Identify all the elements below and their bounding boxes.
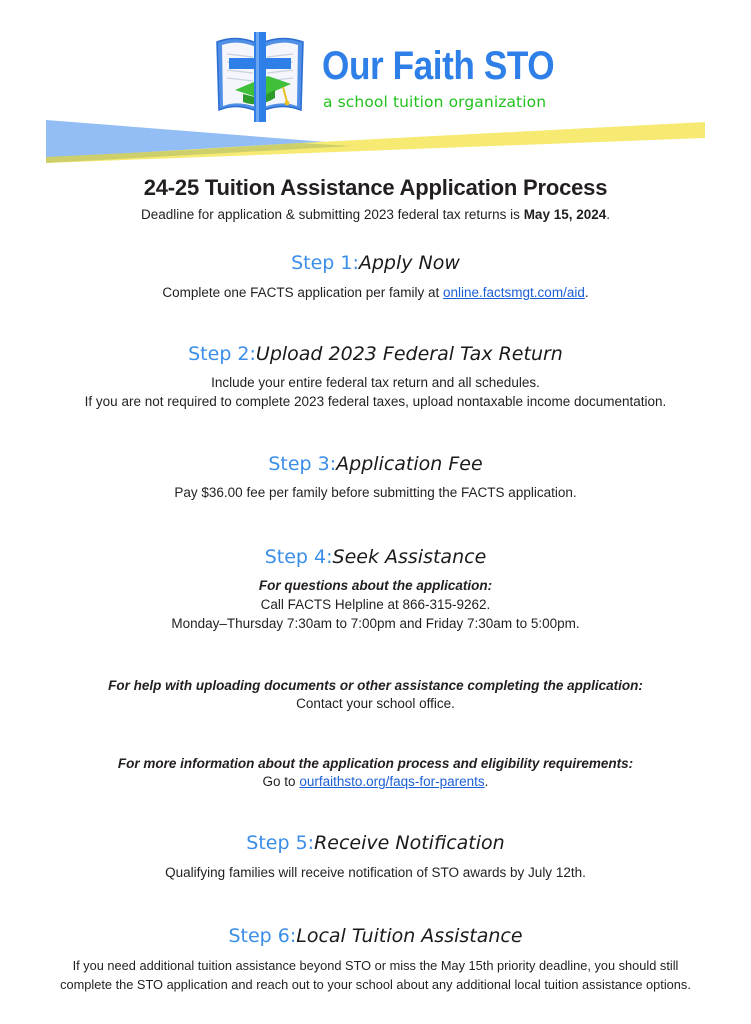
helpline-text: Call FACTS Helpline at 866-315-9262. [260, 597, 491, 612]
step-2-text-line-1: Include your entire federal tax return and all schedules. [211, 375, 540, 390]
step-1-text-prefix: Complete one FACTS application per family at [162, 285, 444, 300]
deadline-date: May 15, 2024 [523, 207, 607, 222]
step-1-heading [0, 252, 751, 275]
faqs-link[interactable]: ourfaithsto.org/faqs-for-parents [299, 774, 485, 789]
questions-heading: For questions about the application: [258, 578, 493, 593]
step-3-label: Step 3: [268, 453, 337, 475]
more-info-heading: For more information about the application process and eligibility requirements: [117, 756, 634, 771]
step-5-name: Receive Notification [314, 832, 505, 854]
step-5-heading [0, 832, 751, 855]
more-info-suffix: . [484, 774, 489, 789]
more-info-prefix: Go to [262, 774, 300, 789]
upload-help-text: Contact your school office. [296, 696, 455, 711]
step-6-text-line-2: complete the STO application and reach out to your school about any additional local tuition assistance options. [60, 977, 691, 992]
step-1-text-suffix: . [584, 285, 589, 300]
step-6-name: Local Tuition Assistance [296, 925, 523, 947]
step-4-heading [0, 546, 751, 569]
step-1-name: Apply Now [358, 252, 460, 274]
step-5-text: Qualifying families will receive notification of STO awards by July 12th. [165, 865, 586, 880]
step-5-label: Step 5: [246, 832, 315, 854]
step-2-name: Upload 2023 Federal Tax Return [255, 343, 563, 365]
step-4-label: Step 4: [264, 546, 333, 568]
step-6-text-line-1: If you need additional tuition assistance beyond STO or miss the May 15th priority deadline, you should still [72, 958, 679, 973]
deadline-prefix: Deadline for application & submitting 2023 federal tax returns is [140, 207, 524, 222]
more-info-text [0, 772, 751, 791]
step-6-label: Step 6: [228, 925, 297, 947]
helpline-hours: Monday–Thursday 7:30am to 7:00pm and Friday 7:30am to 5:00pm. [171, 616, 580, 631]
page-title: 24-25 Tuition Assistance Application Process [143, 175, 608, 200]
step-2-text-line-2: If you are not required to complete 2023 federal taxes, upload nontaxable income documentation. [84, 394, 667, 409]
brand-title: Our Faith STO [322, 44, 555, 88]
step-6-heading [0, 925, 751, 948]
step-2-heading [0, 343, 751, 366]
step-3-text: Pay $36.00 fee per family before submitting the FACTS application. [174, 485, 577, 500]
upload-help-heading: For help with uploading documents or other assistance completing the application: [108, 678, 643, 693]
brand-subtitle: a school tuition organization [323, 93, 547, 111]
bible-cross-logo-icon [213, 32, 307, 122]
deadline-text [0, 207, 751, 222]
step-1-label: Step 1: [291, 252, 359, 274]
facts-aid-link[interactable]: online.factsmgt.com/aid [443, 285, 585, 300]
step-1-text [0, 283, 751, 302]
step-3-heading [0, 453, 751, 476]
decorative-banner [0, 110, 751, 170]
step-3-name: Application Fee [336, 453, 483, 475]
step-2-label: Step 2: [188, 343, 256, 365]
step-4-name: Seek Assistance [332, 546, 487, 568]
deadline-suffix: . [606, 207, 611, 222]
